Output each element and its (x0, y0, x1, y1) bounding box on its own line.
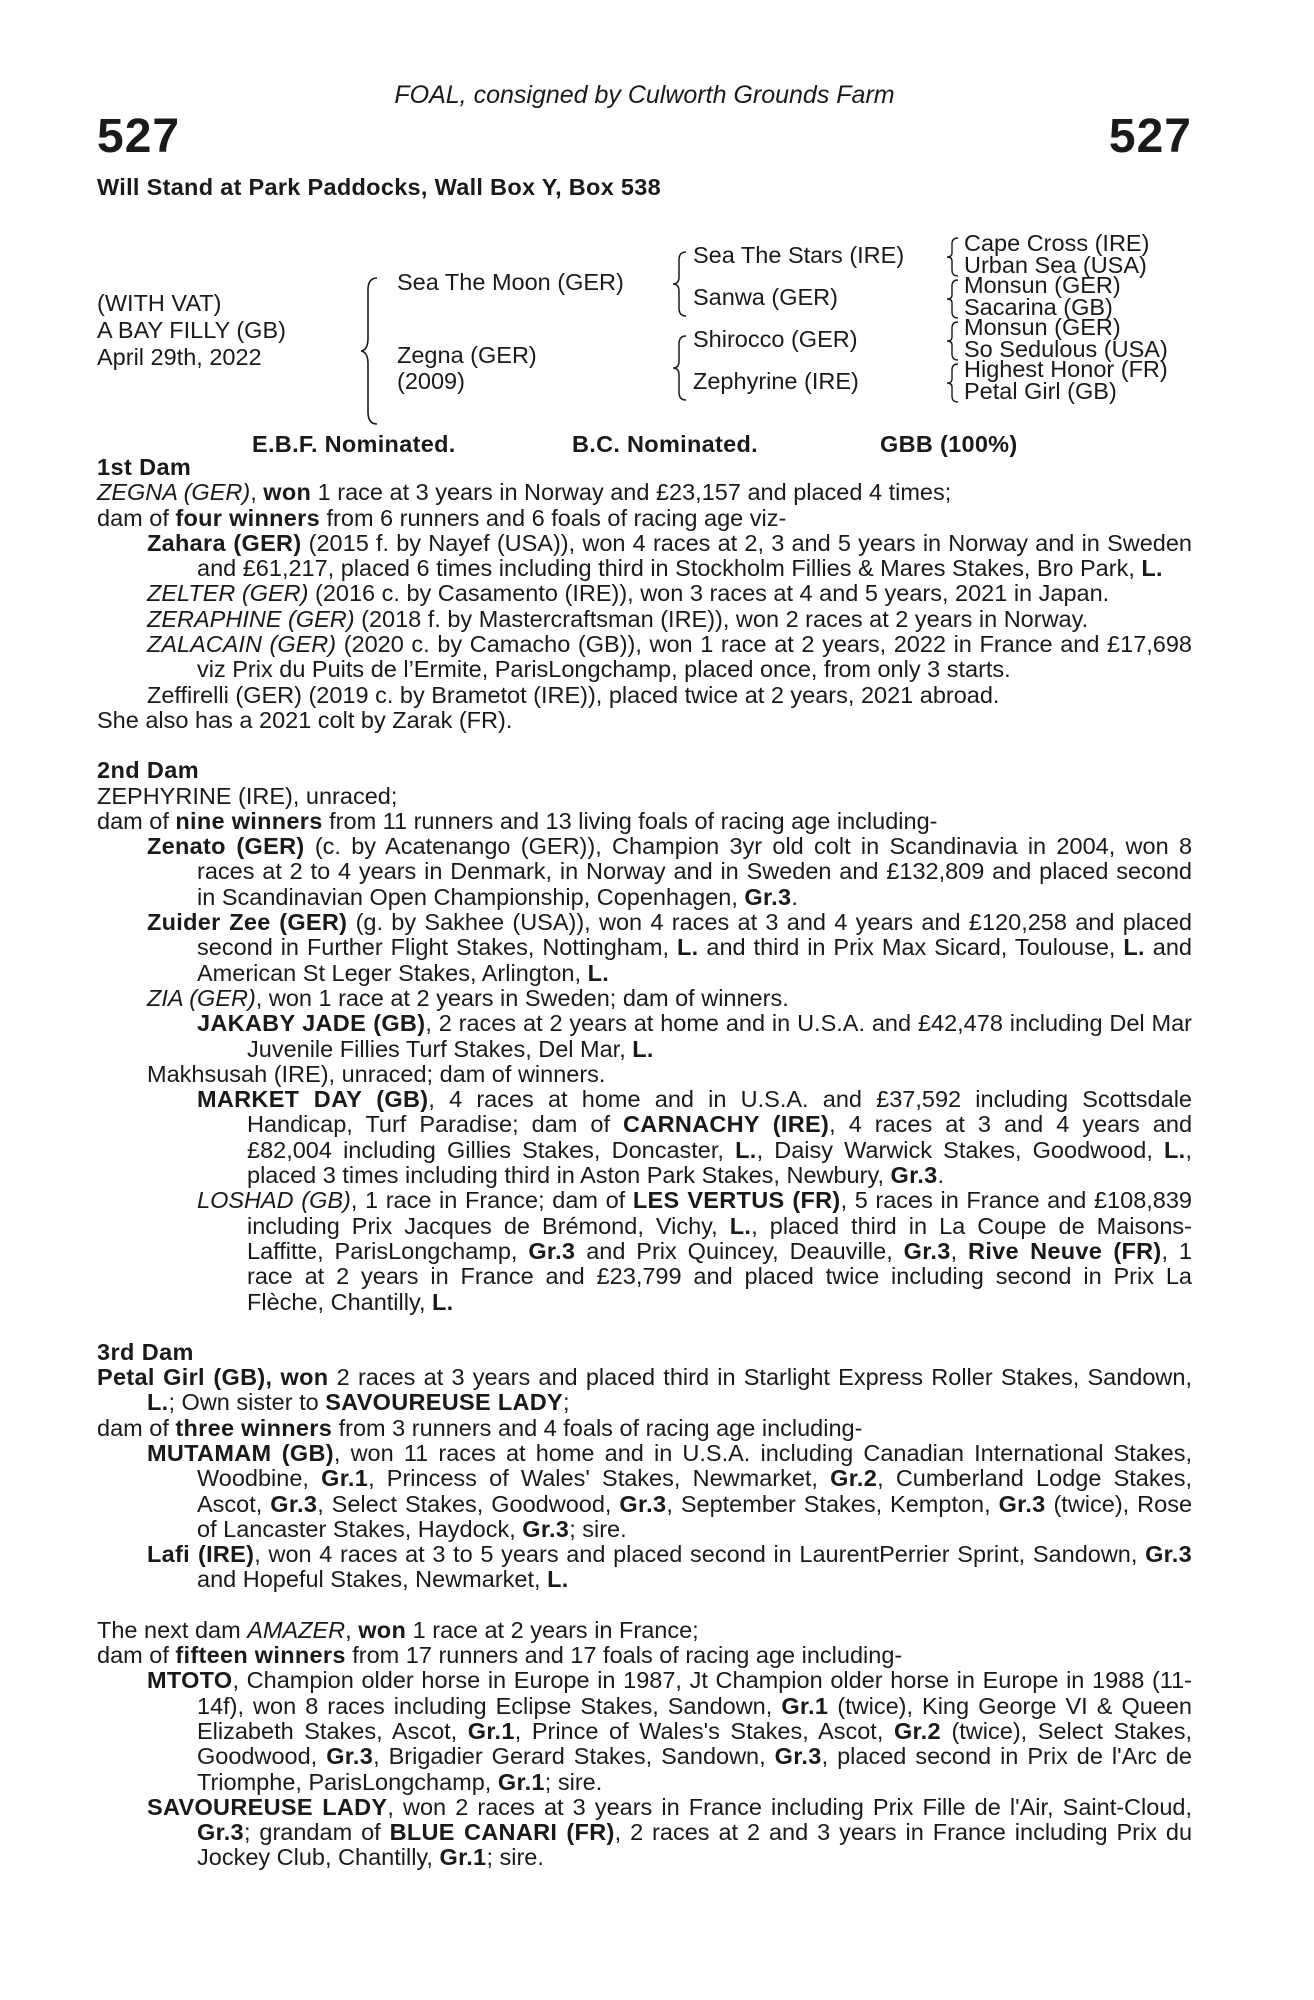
produce-makhsusah: Makhsusah (IRE), unraced; dam of winners. (147, 1060, 606, 1087)
produce-record (97, 455, 1192, 1871)
produce-zuider-zee: Zuider Zee (GER) (g. by Sakhee (USA)), won 4 races at 3 and 4 years and £120,258 and placed second in Further Flight Stakes, Nottingham, L. and third in Prix Max Sicard, Toulouse, L. and American St Leger Stakes, Arlington, L. (147, 909, 1192, 986)
third-dam-heading: 3rd Dam (97, 1338, 194, 1365)
gbb-status: GBB (100%) (880, 431, 1018, 457)
first-dam-heading: 1st Dam (97, 454, 192, 480)
produce-zelter: ZELTER (GER) (2016 c. by Casamento (IRE)), won 3 races at 4 and 5 years, 2021 in Japan. (147, 580, 1110, 607)
produce-jakaby-jade: JAKABY JADE (GB), 2 races at 2 years at home and in U.S.A. and £42,478 including Del Mar Juvenile Fillies Turf Stakes, Del Mar, L. (197, 1010, 1192, 1062)
dam-year: (2009) (397, 368, 465, 394)
bc-nomination: B.C. Nominated. (572, 431, 758, 457)
brace-sire-line (671, 250, 689, 318)
brace-ggp-4 (945, 362, 961, 404)
third-dam-summary: dam of three winners from 3 runners and 4 foals of racing age including- (97, 1414, 863, 1441)
brace-ggp-2 (945, 278, 961, 320)
first-dam-line: ZEGNA (GER), won 1 race at 3 years in Norway and £23,157 and placed 4 times; (97, 479, 952, 506)
produce-zeffirelli: Zeffirelli (GER) (2019 c. by Brametot (IRE)), placed twice at 2 years, 2021 abroad. (147, 681, 1000, 708)
subject-name: A BAY FILLY (GB) (97, 317, 286, 343)
produce-market-day: MARKET DAY (GB), 4 races at home and in U.S.A. and £37,592 including Scottsdale Handicap, Turf Paradise; dam of CARNACHY (IRE), 4 races at 3 and 4 years and £82,004 including Gillies Stakes, Doncaster, L., Daisy Warwick Stakes, Goodwood, L., placed 3 times including third in Aston Park Stakes, Newbury, Gr.3. (197, 1086, 1193, 1189)
produce-savoureuse-lady: SAVOUREUSE LADY, won 2 races at 3 years in France including Prix Fille de l'Air, Saint-Cloud, Gr.3; grandam of BLUE CANARI (FR), 2 races at 2 and 3 years in France including Prix du Jockey Club, Chantilly, Gr.1; sire. (147, 1793, 1193, 1871)
produce-mutamam: MUTAMAM (GB), won 11 races at home and in U.S.A. including Canadian International Stakes, Woodbine, Gr.1, Princess of Wales' Stakes, Newmarket, Gr.2, Cumberland Lodge Stakes, Ascot, Gr.3, Select Stakes, Goodwood, Gr.3, September Stakes, Kempton, Gr.3 (twice), Rose of Lancaster Stakes, Haydock, Gr.3; sire. (147, 1439, 1193, 1542)
ggp-3: Monsun (GER) (964, 272, 1121, 298)
second-dam-heading: 2nd Dam (97, 757, 200, 784)
subject-foaled: April 29th, 2022 (97, 344, 262, 370)
sire-dam: Sanwa (GER) (693, 284, 838, 310)
dam-dam: Zephyrine (IRE) (693, 368, 859, 394)
brace-ggp-3 (945, 320, 961, 362)
sire-sire: Sea The Stars (IRE) (693, 242, 905, 268)
produce-zalacain: ZALACAIN (GER) (2020 c. by Camacho (GB)), won 1 race at 2 years, 2022 in France and £17,698 viz Prix du Puits de l’Ermite, ParisLongchamp, placed once, from only 3 starts. (147, 631, 1192, 683)
sire: Sea The Moon (GER) (397, 269, 624, 295)
next-dam-line: The next dam AMAZER, won 1 race at 2 years in France; (97, 1616, 699, 1643)
ggp-5: Monsun (GER) (964, 314, 1121, 340)
produce-zeraphine: ZERAPHINE (GER) (2018 f. by Mastercraftsman (IRE)), won 2 races at 2 years in Norway. (147, 605, 1089, 632)
second-dam-summary: dam of nine winners from 11 runners and 13 living foals of racing age including- (97, 807, 938, 834)
ggp-7: Highest Honor (FR) (964, 356, 1168, 382)
subject-vat: (WITH VAT) (97, 290, 222, 316)
ebf-nomination: E.B.F. Nominated. (252, 431, 456, 457)
produce-mtoto: MTOTO, Champion older horse in Europe in 1987, Jt Champion older horse in Europe in 1988 (11-14f), won 8 races including Eclipse Stakes, Sandown, Gr.1 (twice), King George VI & Queen Elizabeth Stakes, Ascot, Gr.1, Prince of Wales's Stakes, Ascot, Gr.2 (twice), Select Stakes, Goodwood, Gr.3, Brigadier Gerard Stakes, Sandown, Gr.3, placed second in Prix de l'Arc de Triomphe, ParisLongchamp, Gr.1; sire. (147, 1667, 1193, 1795)
next-dam-summary: dam of fifteen winners from 17 runners and 17 foals of racing age including- (97, 1642, 903, 1669)
produce-note: She also has a 2021 colt by Zarak (FR). (97, 706, 513, 733)
second-dam-line: ZEPHYRINE (IRE), unraced; (97, 782, 398, 809)
consignor-line: FOAL, consigned by Culworth Grounds Farm (394, 81, 895, 109)
ggp-4: Sacarina (GB) (964, 294, 1113, 320)
ggp-6: So Sedulous (USA) (964, 336, 1168, 362)
produce-zahara: Zahara (GER) (2015 f. by Nayef (USA)), won 4 races at 2, 3 and 5 years in Norway and in Sweden and £61,217, placed 6 times including third in Stockholm Fillies & Mares Stakes, Bro Park, L. (147, 529, 1192, 582)
dam-sire: Shirocco (GER) (693, 326, 858, 352)
brace-generation-1 (359, 276, 381, 426)
ggp-8: Petal Girl (GB) (964, 378, 1117, 404)
third-dam-line: Petal Girl (GB), won 2 races at 3 years and placed third in Starlight Express Roller Stakes, Sandown, L.; Own sister to SAVOUREUSE LADY; (97, 1364, 1192, 1416)
dam: Zegna (GER) (397, 342, 537, 368)
ggp-2: Urban Sea (USA) (964, 252, 1147, 278)
first-dam-summary: dam of four winners from 6 runners and 6 foals of racing age viz- (97, 504, 787, 531)
brace-dam-line (671, 334, 689, 402)
dam-name: ZEGNA (GER) (97, 479, 251, 506)
produce-loshad: LOSHAD (GB), 1 race in France; dam of LES VERTUS (FR), 5 races in France and £108,839 including Prix Jacques de Brémond, Vichy, L., placed third in La Coupe de Maisons-Laffitte, ParisLongchamp, Gr.3 and Prix Quincey, Deauville, Gr.3, Rive Neuve (FR), 1 race at 2 years in France and £23,799 and placed twice including second in Prix La Flèche, Chantilly, L. (197, 1187, 1192, 1315)
lot-number-right: 527 (1108, 110, 1192, 163)
produce-zenato: Zenato (GER) (c. by Acatenango (GER)), Champion 3yr old colt in Scandinavia in 2004, won 8 races at 2 to 4 years in Denmark, in Norway and in Sweden and £132,809 and placed second in Scandinavian Open Championship, Copenhagen, Gr.3. (147, 833, 1193, 910)
lot-number-left: 527 (97, 110, 181, 163)
ggp-1: Cape Cross (IRE) (964, 230, 1150, 256)
stand-location: Will Stand at Park Paddocks, Wall Box Y, Box 538 (97, 174, 662, 200)
produce-lafi: Lafi (IRE), won 4 races at 3 to 5 years and placed second in LaurentPerrier Sprint, Sandown, Gr.3 and Hopeful Stakes, Newmarket, L. (147, 1541, 1193, 1593)
produce-zia: ZIA (GER), won 1 race at 2 years in Sweden; dam of winners. (147, 984, 789, 1011)
brace-ggp-1 (945, 236, 961, 278)
